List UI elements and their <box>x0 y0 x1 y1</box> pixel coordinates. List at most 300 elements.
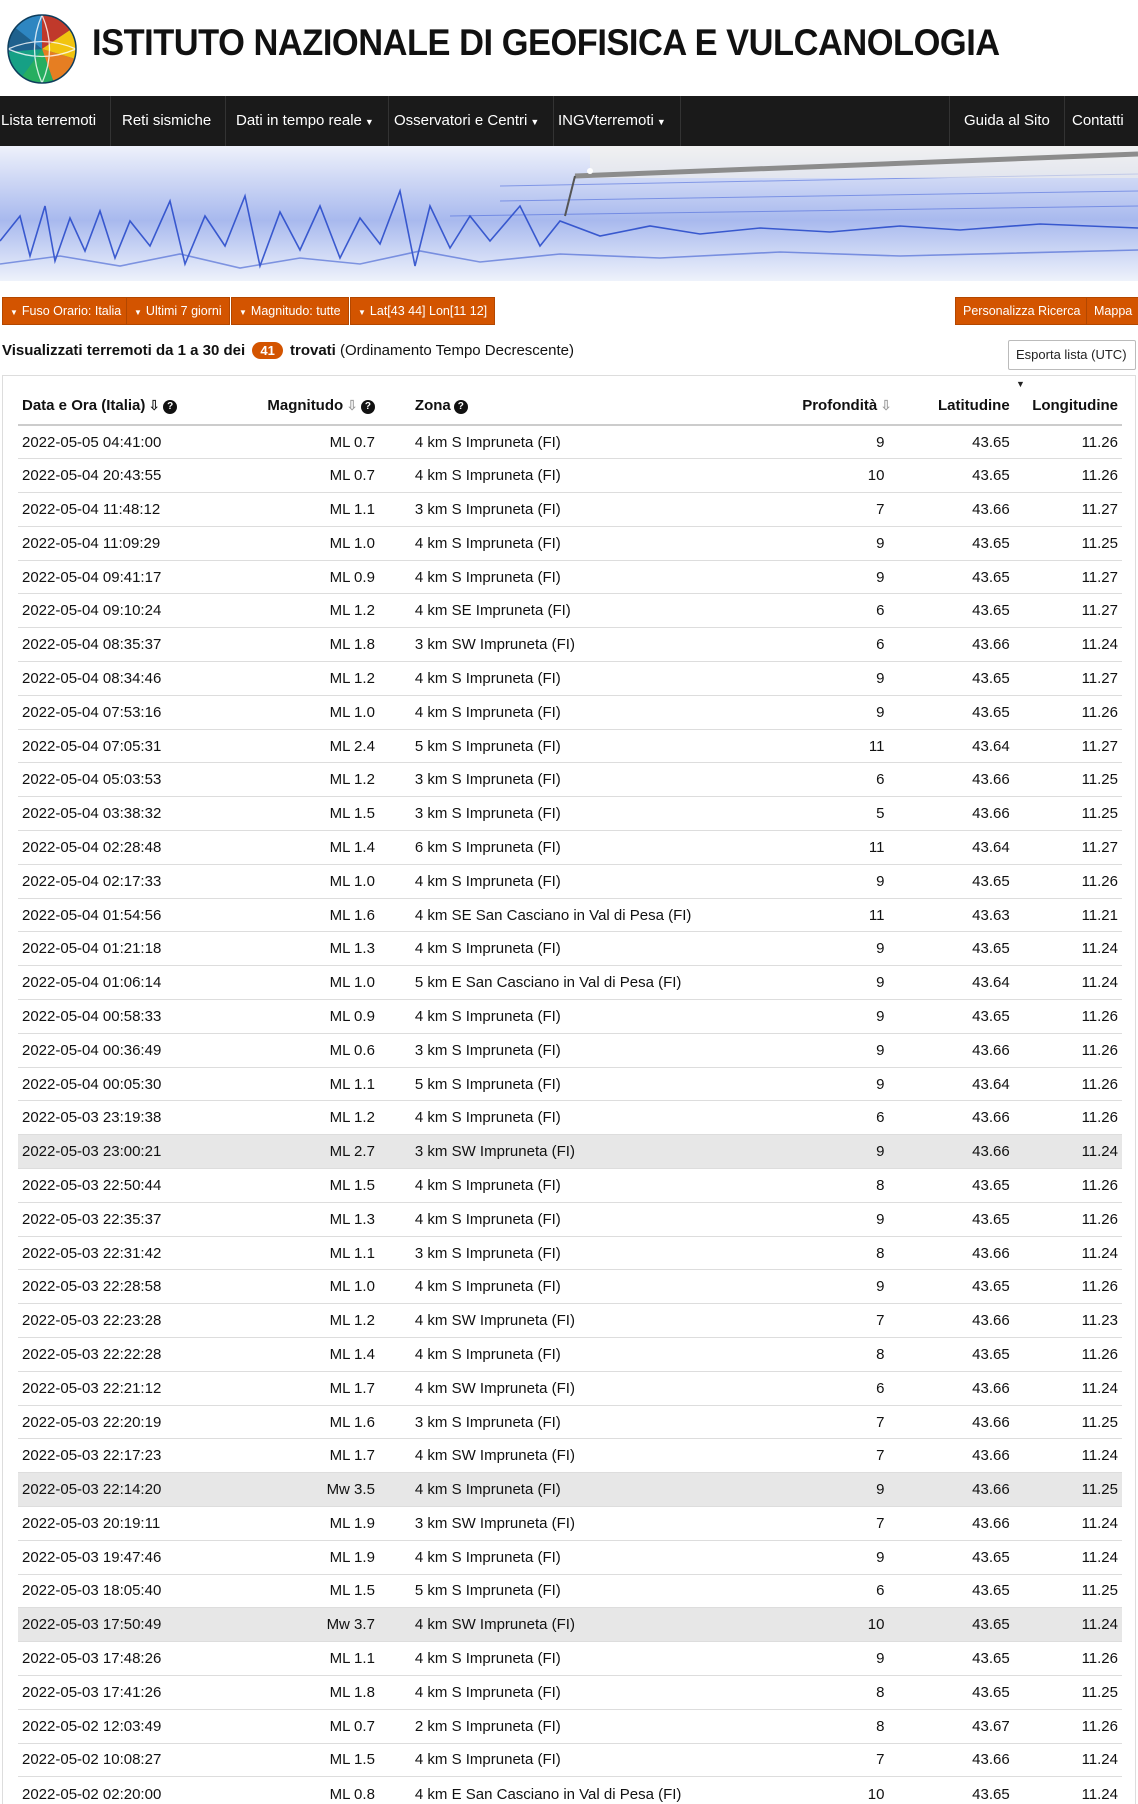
nav-contatti[interactable] <box>1058 96 1138 146</box>
cell-depth: 8 <box>798 1169 888 1203</box>
cell-longitude: 11.26 <box>1014 1202 1122 1236</box>
cell-latitude: 43.65 <box>888 695 1013 729</box>
cell-magnitude: Mw 3.5 <box>241 1473 379 1507</box>
cell-datetime[interactable]: 2022-05-03 17:48:26 <box>18 1642 241 1676</box>
caret-down-icon: ▼ <box>656 117 666 127</box>
cell-latitude: 43.63 <box>888 898 1013 932</box>
table-row[interactable] <box>18 1236 1122 1270</box>
cell-zone: 4 km SE San Casciano in Val di Pesa (FI) <box>379 898 798 932</box>
summary-suffix: trovati <box>289 342 336 359</box>
table-row[interactable] <box>18 1709 1122 1743</box>
cell-datetime[interactable]: 2022-05-04 05:03:53 <box>18 763 241 797</box>
cell-datetime[interactable]: 2022-05-03 22:28:58 <box>18 1270 241 1304</box>
nav-label: Dati in tempo reale <box>236 112 362 129</box>
cell-longitude: 11.27 <box>1014 594 1122 628</box>
summary-order: (Ordinamento Tempo Decrescente) <box>340 342 574 359</box>
cell-datetime[interactable]: 2022-05-03 22:23:28 <box>18 1304 241 1338</box>
cell-longitude: 11.25 <box>1014 763 1122 797</box>
table-row[interactable] <box>18 932 1122 966</box>
cell-magnitude: ML 0.9 <box>241 560 379 594</box>
cell-magnitude: ML 0.7 <box>241 1709 379 1743</box>
header-label: Zona <box>414 397 451 414</box>
sort-icon[interactable]: ⇩ <box>346 397 358 413</box>
cell-datetime[interactable]: 2022-05-04 07:53:16 <box>18 695 241 729</box>
table-row[interactable] <box>18 1371 1122 1405</box>
site-title[interactable]: ISTITUTO NAZIONALE DI GEOFISICA E VULCANOLOGIA <box>92 22 1000 63</box>
cell-datetime[interactable]: 2022-05-04 08:35:37 <box>18 628 241 662</box>
cell-zone: 3 km S Impruneta (FI) <box>379 797 798 831</box>
cell-depth: 9 <box>798 932 888 966</box>
cell-longitude: 11.21 <box>1014 898 1122 932</box>
cell-zone: 3 km S Impruneta (FI) <box>379 493 798 527</box>
cell-depth: 9 <box>798 1473 888 1507</box>
nav-dati-tempo-reale[interactable] <box>222 96 389 146</box>
caret-down-icon: ▼ <box>239 308 247 317</box>
cell-depth: 9 <box>798 864 888 898</box>
cell-magnitude: ML 1.7 <box>241 1371 379 1405</box>
table-row[interactable] <box>18 1675 1122 1709</box>
cell-depth: 7 <box>798 1743 888 1777</box>
table-row[interactable] <box>18 1067 1122 1101</box>
table-row[interactable] <box>18 1608 1122 1642</box>
cell-depth: 9 <box>798 662 888 696</box>
cell-depth: 6 <box>798 1371 888 1405</box>
header-label: Magnitudo <box>267 397 344 414</box>
cell-magnitude: ML 1.2 <box>241 662 379 696</box>
table-row[interactable] <box>18 459 1122 493</box>
cell-datetime[interactable]: 2022-05-04 01:06:14 <box>18 966 241 1000</box>
table-row[interactable] <box>18 1777 1122 1804</box>
nav-label: Osservatori e Centri <box>394 112 528 129</box>
filter-label: Fuso Orario: Italia <box>21 304 122 318</box>
header-label: Data e Ora (Italia) <box>22 397 146 414</box>
cell-datetime[interactable]: 2022-05-03 20:19:11 <box>18 1507 241 1541</box>
cell-zone: 4 km S Impruneta (FI) <box>379 1270 798 1304</box>
cell-longitude: 11.25 <box>1014 1405 1122 1439</box>
cell-datetime[interactable]: 2022-05-03 22:17:23 <box>18 1439 241 1473</box>
cell-magnitude: ML 1.7 <box>241 1439 379 1473</box>
cell-datetime[interactable]: 2022-05-04 09:10:24 <box>18 594 241 628</box>
cell-zone: 3 km SW Impruneta (FI) <box>379 1135 798 1169</box>
table-row[interactable] <box>18 1405 1122 1439</box>
cell-depth: 7 <box>798 1304 888 1338</box>
cell-zone: 4 km S Impruneta (FI) <box>379 1101 798 1135</box>
cell-magnitude: ML 1.1 <box>241 1236 379 1270</box>
table-row[interactable] <box>18 560 1122 594</box>
question-icon[interactable]: ? <box>163 400 177 414</box>
timezone-filter-button[interactable] <box>2 297 129 325</box>
cell-datetime[interactable]: 2022-05-05 04:41:00 <box>18 425 241 459</box>
cell-longitude: 11.26 <box>1014 1270 1122 1304</box>
cell-depth: 9 <box>798 966 888 1000</box>
cell-magnitude: ML 1.1 <box>241 1067 379 1101</box>
cell-longitude: 11.24 <box>1014 1507 1122 1541</box>
cell-magnitude: ML 1.5 <box>241 1169 379 1203</box>
cell-datetime[interactable]: 2022-05-03 17:50:49 <box>18 1608 241 1642</box>
cell-latitude: 43.65 <box>888 1270 1013 1304</box>
cell-zone: 4 km S Impruneta (FI) <box>379 1202 798 1236</box>
cell-depth: 9 <box>798 1270 888 1304</box>
cell-longitude: 11.26 <box>1014 864 1122 898</box>
cell-magnitude: ML 0.7 <box>241 459 379 493</box>
results-count-badge: 41 <box>252 342 282 359</box>
results-summary <box>2 342 574 359</box>
cell-longitude: 11.24 <box>1014 932 1122 966</box>
cell-longitude: 11.27 <box>1014 493 1122 527</box>
cell-depth: 9 <box>798 1135 888 1169</box>
cell-magnitude: ML 1.0 <box>241 1270 379 1304</box>
cell-magnitude: ML 1.1 <box>241 493 379 527</box>
cell-longitude: 11.24 <box>1014 966 1122 1000</box>
cell-depth: 8 <box>798 1236 888 1270</box>
cell-latitude: 43.65 <box>888 662 1013 696</box>
cell-zone: 5 km S Impruneta (FI) <box>379 1574 798 1608</box>
table-row[interactable] <box>18 662 1122 696</box>
filter-label: Mappa <box>1094 304 1133 318</box>
cell-datetime[interactable]: 2022-05-04 08:34:46 <box>18 662 241 696</box>
cell-datetime[interactable]: 2022-05-04 03:38:32 <box>18 797 241 831</box>
cell-longitude: 11.26 <box>1014 1709 1122 1743</box>
cell-depth: 11 <box>798 729 888 763</box>
cell-zone: 3 km S Impruneta (FI) <box>379 1033 798 1067</box>
caret-down-icon: ▼ <box>134 308 142 317</box>
cell-latitude: 43.65 <box>888 1540 1013 1574</box>
cell-longitude: 11.25 <box>1014 1473 1122 1507</box>
header-label: Longitudine <box>1032 397 1118 414</box>
nav-ingvterremoti[interactable] <box>544 96 681 146</box>
nav-osservatori-centri[interactable] <box>380 96 554 146</box>
cell-magnitude: ML 1.5 <box>241 797 379 831</box>
cell-magnitude: ML 1.3 <box>241 932 379 966</box>
cell-depth: 7 <box>798 493 888 527</box>
cell-latitude: 43.65 <box>888 1202 1013 1236</box>
cell-latitude: 43.65 <box>888 560 1013 594</box>
caret-down-icon: ▼ <box>10 308 18 317</box>
caret-down-icon: ▼ <box>364 117 374 127</box>
site-header <box>0 0 1138 96</box>
table-row[interactable] <box>18 898 1122 932</box>
cell-longitude: 11.26 <box>1014 695 1122 729</box>
cell-zone: 4 km S Impruneta (FI) <box>379 560 798 594</box>
cell-datetime[interactable]: 2022-05-02 02:20:00 <box>18 1777 241 1804</box>
cell-depth: 8 <box>798 1675 888 1709</box>
cell-latitude: 43.67 <box>888 1709 1013 1743</box>
cell-latitude: 43.64 <box>888 729 1013 763</box>
cell-datetime[interactable]: 2022-05-03 22:14:20 <box>18 1473 241 1507</box>
table-row[interactable] <box>18 425 1122 459</box>
cell-datetime[interactable]: 2022-05-03 23:19:38 <box>18 1101 241 1135</box>
cell-magnitude: ML 1.0 <box>241 966 379 1000</box>
table-row[interactable] <box>18 864 1122 898</box>
map-button[interactable] <box>1086 297 1138 325</box>
cell-latitude: 43.65 <box>888 425 1013 459</box>
cell-latitude: 43.66 <box>888 1304 1013 1338</box>
cell-longitude: 11.26 <box>1014 1169 1122 1203</box>
cell-longitude: 11.24 <box>1014 628 1122 662</box>
column-header-longitude[interactable] <box>1014 387 1122 425</box>
cell-zone: 3 km SW Impruneta (FI) <box>379 1507 798 1541</box>
table-row[interactable] <box>18 628 1122 662</box>
cell-depth: 10 <box>798 459 888 493</box>
cell-datetime[interactable]: 2022-05-04 11:09:29 <box>18 526 241 560</box>
cell-longitude: 11.27 <box>1014 729 1122 763</box>
cell-depth: 6 <box>798 594 888 628</box>
table-row[interactable] <box>18 1439 1122 1473</box>
table-row[interactable] <box>18 594 1122 628</box>
cell-latitude: 43.65 <box>888 1000 1013 1034</box>
cell-longitude: 11.27 <box>1014 662 1122 696</box>
table-row[interactable] <box>18 1507 1122 1541</box>
column-header-magnitude[interactable] <box>241 387 379 425</box>
cell-magnitude: ML 1.4 <box>241 831 379 865</box>
cell-latitude: 43.65 <box>888 1338 1013 1372</box>
cell-datetime[interactable]: 2022-05-03 22:31:42 <box>18 1236 241 1270</box>
cell-zone: 4 km SW Impruneta (FI) <box>379 1304 798 1338</box>
cell-latitude: 43.65 <box>888 1642 1013 1676</box>
cell-datetime[interactable]: 2022-05-04 20:43:55 <box>18 459 241 493</box>
table-row[interactable] <box>18 1202 1122 1236</box>
cell-zone: 4 km S Impruneta (FI) <box>379 1675 798 1709</box>
cell-longitude: 11.27 <box>1014 831 1122 865</box>
column-header-datetime[interactable] <box>18 387 241 425</box>
table-row[interactable] <box>18 797 1122 831</box>
table-row[interactable] <box>18 831 1122 865</box>
nav-label: Contatti <box>1072 112 1124 129</box>
cell-magnitude: ML 0.6 <box>241 1033 379 1067</box>
cell-latitude: 43.64 <box>888 831 1013 865</box>
area-filter-button[interactable] <box>350 297 495 325</box>
cell-longitude: 11.24 <box>1014 1371 1122 1405</box>
table-row[interactable] <box>18 493 1122 527</box>
table-row[interactable] <box>18 1169 1122 1203</box>
cell-longitude: 11.25 <box>1014 1574 1122 1608</box>
cell-zone: 4 km SW Impruneta (FI) <box>379 1608 798 1642</box>
cell-datetime[interactable]: 2022-05-03 22:35:37 <box>18 1202 241 1236</box>
table-row[interactable] <box>18 1101 1122 1135</box>
cell-zone: 4 km S Impruneta (FI) <box>379 1473 798 1507</box>
seismogram-image <box>0 146 1138 281</box>
cell-latitude: 43.65 <box>888 1169 1013 1203</box>
cell-longitude: 11.24 <box>1014 1777 1122 1804</box>
cell-longitude: 11.26 <box>1014 459 1122 493</box>
cell-zone: 4 km S Impruneta (FI) <box>379 1338 798 1372</box>
table-row[interactable] <box>18 729 1122 763</box>
cell-magnitude: ML 1.9 <box>241 1507 379 1541</box>
magnitude-filter-button[interactable] <box>231 297 349 325</box>
nav-lista-terremoti[interactable] <box>0 96 111 146</box>
cell-depth: 9 <box>798 560 888 594</box>
cell-zone: 4 km S Impruneta (FI) <box>379 1000 798 1034</box>
cell-depth: 9 <box>798 1202 888 1236</box>
main-navbar <box>0 96 1138 146</box>
cell-datetime[interactable]: 2022-05-03 22:22:28 <box>18 1338 241 1372</box>
cell-longitude: 11.26 <box>1014 1033 1122 1067</box>
cell-magnitude: ML 1.9 <box>241 1540 379 1574</box>
cell-depth: 7 <box>798 1507 888 1541</box>
table-row[interactable] <box>18 1000 1122 1034</box>
cell-magnitude: ML 1.3 <box>241 1202 379 1236</box>
cell-datetime[interactable]: 2022-05-02 10:08:27 <box>18 1743 241 1777</box>
cell-zone: 4 km S Impruneta (FI) <box>379 1743 798 1777</box>
cell-latitude: 43.66 <box>888 1473 1013 1507</box>
table-row[interactable] <box>18 966 1122 1000</box>
summary-prefix: Visualizzati terremoti da 1 a 30 dei <box>2 342 246 359</box>
table-row[interactable] <box>18 1135 1122 1169</box>
cell-latitude: 43.66 <box>888 1743 1013 1777</box>
cell-longitude: 11.24 <box>1014 1608 1122 1642</box>
cell-datetime[interactable]: 2022-05-03 22:20:19 <box>18 1405 241 1439</box>
cell-latitude: 43.65 <box>888 526 1013 560</box>
cell-magnitude: ML 2.4 <box>241 729 379 763</box>
cell-magnitude: ML 0.7 <box>241 425 379 459</box>
column-header-latitude[interactable] <box>888 387 1013 425</box>
cell-magnitude: ML 1.2 <box>241 594 379 628</box>
table-row[interactable] <box>18 526 1122 560</box>
cell-latitude: 43.65 <box>888 594 1013 628</box>
cell-longitude: 11.26 <box>1014 1338 1122 1372</box>
cell-latitude: 43.66 <box>888 1507 1013 1541</box>
question-icon[interactable]: ? <box>361 400 375 414</box>
cell-magnitude: ML 1.0 <box>241 695 379 729</box>
sort-icon[interactable]: ⇩ <box>880 397 892 413</box>
cell-datetime[interactable]: 2022-05-03 22:21:12 <box>18 1371 241 1405</box>
filter-label: Ultimi 7 giorni <box>145 304 222 318</box>
cell-latitude: 43.65 <box>888 864 1013 898</box>
export-list-button[interactable] <box>1008 340 1136 389</box>
cell-magnitude: Mw 3.7 <box>241 1608 379 1642</box>
cell-datetime[interactable]: 2022-05-04 00:58:33 <box>18 1000 241 1034</box>
cell-zone: 5 km E San Casciano in Val di Pesa (FI) <box>379 966 798 1000</box>
cell-datetime[interactable]: 2022-05-04 09:41:17 <box>18 560 241 594</box>
question-icon[interactable]: ? <box>454 400 468 414</box>
table-row[interactable] <box>18 1338 1122 1372</box>
cell-datetime[interactable]: 2022-05-04 00:05:30 <box>18 1067 241 1101</box>
cell-depth: 5 <box>798 797 888 831</box>
table-body <box>18 425 1122 1804</box>
cell-longitude: 11.24 <box>1014 1439 1122 1473</box>
cell-latitude: 43.64 <box>888 966 1013 1000</box>
cell-zone: 4 km S Impruneta (FI) <box>379 662 798 696</box>
cell-magnitude: ML 1.2 <box>241 1101 379 1135</box>
column-header-zone[interactable] <box>379 387 798 425</box>
cell-latitude: 43.66 <box>888 1405 1013 1439</box>
cell-magnitude: ML 1.1 <box>241 1642 379 1676</box>
nav-guida-sito[interactable] <box>949 96 1065 146</box>
customize-search-button[interactable] <box>955 297 1088 325</box>
cell-zone: 4 km S Impruneta (FI) <box>379 459 798 493</box>
table-row[interactable] <box>18 1270 1122 1304</box>
cell-magnitude: ML 1.5 <box>241 1574 379 1608</box>
table-row[interactable] <box>18 1540 1122 1574</box>
cell-longitude: 11.26 <box>1014 1000 1122 1034</box>
cell-depth: 6 <box>798 628 888 662</box>
sort-desc-icon[interactable]: ⇩ <box>148 397 161 413</box>
table-row[interactable] <box>18 1642 1122 1676</box>
cell-latitude: 43.66 <box>888 1135 1013 1169</box>
table-row[interactable] <box>18 1033 1122 1067</box>
cell-zone: 3 km S Impruneta (FI) <box>379 763 798 797</box>
cell-depth: 9 <box>798 1000 888 1034</box>
caret-down-icon: ▼ <box>358 308 366 317</box>
cell-depth: 6 <box>798 763 888 797</box>
cell-zone: 4 km SE Impruneta (FI) <box>379 594 798 628</box>
cell-longitude: 11.24 <box>1014 1135 1122 1169</box>
table-row[interactable] <box>18 1574 1122 1608</box>
cell-latitude: 43.66 <box>888 1101 1013 1135</box>
cell-datetime[interactable]: 2022-05-03 17:41:26 <box>18 1675 241 1709</box>
table-row[interactable] <box>18 695 1122 729</box>
cell-depth: 7 <box>798 1405 888 1439</box>
cell-datetime[interactable]: 2022-05-04 02:17:33 <box>18 864 241 898</box>
table-row[interactable] <box>18 763 1122 797</box>
table-row[interactable] <box>18 1304 1122 1338</box>
cell-zone: 4 km S Impruneta (FI) <box>379 526 798 560</box>
cell-longitude: 11.24 <box>1014 1540 1122 1574</box>
export-label: Esporta lista (UTC) <box>1016 347 1127 362</box>
cell-datetime[interactable]: 2022-05-04 01:21:18 <box>18 932 241 966</box>
table-row[interactable] <box>18 1473 1122 1507</box>
cell-datetime[interactable]: 2022-05-04 07:05:31 <box>18 729 241 763</box>
column-header-depth[interactable] <box>798 387 892 425</box>
cell-datetime[interactable]: 2022-05-03 22:50:44 <box>18 1169 241 1203</box>
caret-down-icon: ▼ <box>530 117 540 127</box>
cell-datetime[interactable]: 2022-05-03 18:05:40 <box>18 1574 241 1608</box>
cell-magnitude: ML 0.8 <box>241 1777 379 1804</box>
cell-magnitude: ML 1.8 <box>241 1675 379 1709</box>
cell-datetime[interactable]: 2022-05-04 00:36:49 <box>18 1033 241 1067</box>
cell-depth: 7 <box>798 1439 888 1473</box>
cell-latitude: 43.66 <box>888 493 1013 527</box>
cell-zone: 4 km S Impruneta (FI) <box>379 425 798 459</box>
nav-reti-sismiche[interactable] <box>108 96 226 146</box>
cell-longitude: 11.26 <box>1014 425 1122 459</box>
cell-depth: 9 <box>798 1033 888 1067</box>
cell-datetime[interactable]: 2022-05-04 01:54:56 <box>18 898 241 932</box>
cell-datetime[interactable]: 2022-05-03 19:47:46 <box>18 1540 241 1574</box>
cell-magnitude: ML 1.2 <box>241 763 379 797</box>
header-label: Profondità <box>802 397 878 414</box>
table-row[interactable] <box>18 1743 1122 1777</box>
filter-label: Personalizza Ricerca <box>963 304 1081 318</box>
cell-datetime[interactable]: 2022-05-02 12:03:49 <box>18 1709 241 1743</box>
cell-zone: 4 km S Impruneta (FI) <box>379 695 798 729</box>
cell-depth: 10 <box>798 1777 888 1804</box>
cell-latitude: 43.65 <box>888 459 1013 493</box>
cell-datetime[interactable]: 2022-05-04 02:28:48 <box>18 831 241 865</box>
cell-magnitude: ML 1.2 <box>241 1304 379 1338</box>
cell-depth: 8 <box>798 1709 888 1743</box>
header-label: Latitudine <box>938 397 1010 414</box>
cell-depth: 11 <box>798 831 888 865</box>
cell-datetime[interactable]: 2022-05-04 11:48:12 <box>18 493 241 527</box>
cell-latitude: 43.66 <box>888 1033 1013 1067</box>
cell-zone: 4 km S Impruneta (FI) <box>379 864 798 898</box>
caret-down-icon: ▼ <box>1016 379 1025 389</box>
cell-depth: 11 <box>798 898 888 932</box>
cell-datetime[interactable]: 2022-05-03 23:00:21 <box>18 1135 241 1169</box>
cell-longitude: 11.24 <box>1014 1743 1122 1777</box>
cell-depth: 6 <box>798 1574 888 1608</box>
cell-depth: 6 <box>798 1101 888 1135</box>
cell-latitude: 43.65 <box>888 932 1013 966</box>
cell-zone: 5 km S Impruneta (FI) <box>379 1067 798 1101</box>
ingv-globe-logo[interactable] <box>5 12 79 86</box>
cell-latitude: 43.66 <box>888 797 1013 831</box>
cell-zone: 4 km S Impruneta (FI) <box>379 1642 798 1676</box>
cell-depth: 10 <box>798 1608 888 1642</box>
period-filter-button[interactable] <box>126 297 230 325</box>
filter-label: Magnitudo: tutte <box>250 304 341 318</box>
